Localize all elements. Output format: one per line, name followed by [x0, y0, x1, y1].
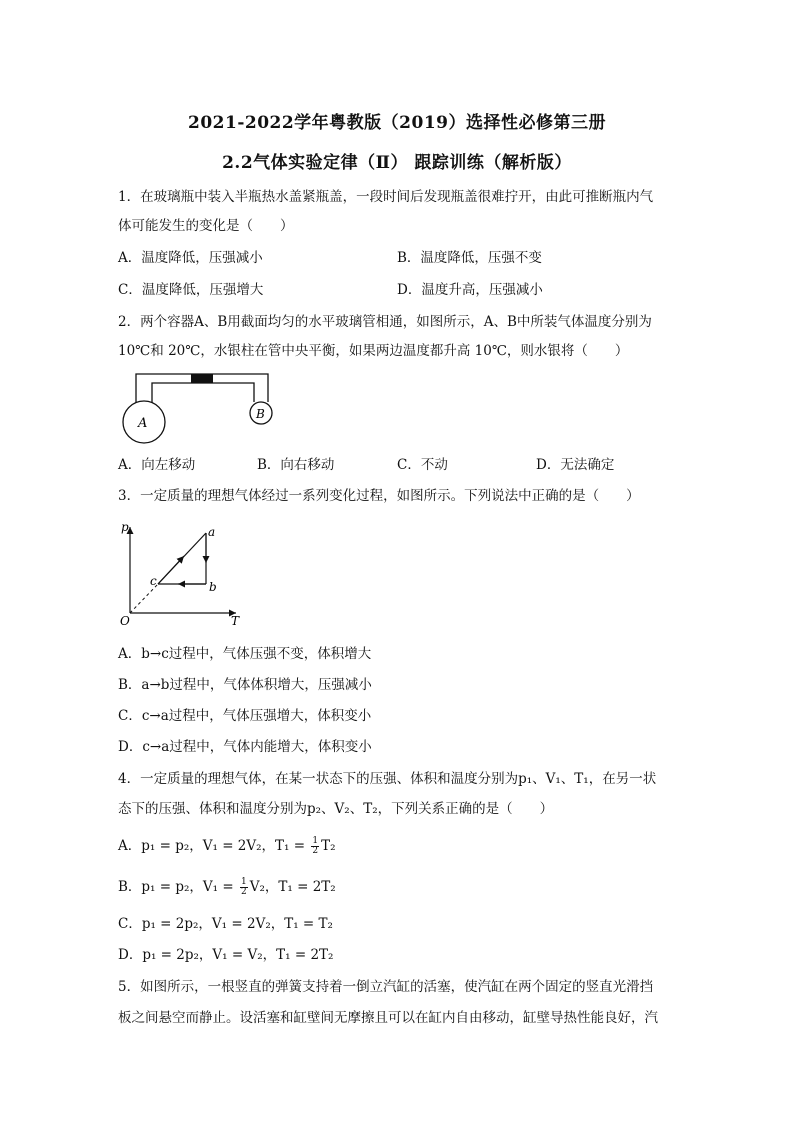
- fraction-one-half: $\frac{1}{2}$: [312, 836, 319, 856]
- q4-stem-line1: 4．一定质量的理想气体，在某一状态下的压强、体积和温度分别为p₁、V₁、T₁，在另一状: [118, 771, 657, 787]
- fraction-one-half: $\frac{1}{2}$: [240, 877, 247, 897]
- q4-option-a-pre: A．p₁ = p₂，V₁ = 2V₂，T₁ =: [118, 838, 310, 854]
- q4-option-c: C．p₁ = 2p₂，V₁ = 2V₂，T₁ = T₂: [118, 916, 333, 932]
- point-a-label: a: [208, 525, 216, 539]
- point-b-label: b: [209, 580, 217, 594]
- q2-stem-line1: 2．两个容器A、B用截面均匀的水平玻璃管相通，如图所示，A、B中所装气体温度分别为: [118, 314, 652, 330]
- label-a: A: [138, 416, 148, 431]
- q4-option-d: D．p₁ = 2p₂，V₁ = V₂，T₁ = 2T₂: [118, 947, 334, 963]
- q5-stem-line2: 板之间悬空而静止。设活塞和缸壁间无摩擦且可以在缸内自由移动，缸壁导热性能良好，汽: [118, 1010, 658, 1026]
- label-b: B: [256, 407, 265, 421]
- document-subtitle: 2.2气体实验定律（Ⅱ） 跟踪训练（解析版）: [222, 153, 572, 173]
- q2-option-d: D．无法确定: [536, 457, 615, 473]
- axis-t-label: T: [231, 614, 240, 628]
- q4-option-b-pre: B．p₁ = p₂，V₁ =: [118, 879, 238, 895]
- q3-option-b: B．a→b过程中，气体体积增大，压强减小: [118, 677, 372, 693]
- q1-option-c: C．温度降低，压强增大: [118, 282, 264, 298]
- origin-label: O: [120, 614, 130, 628]
- q3-option-d: D．c→a过程中，气体内能增大，体积变小: [118, 739, 372, 755]
- q2-option-a: A．向左移动: [118, 457, 196, 473]
- q1-option-b: B．温度降低，压强不变: [397, 250, 542, 266]
- q2-container-figure: [118, 366, 288, 448]
- q4-stem-line2: 态下的压强、体积和温度分别为p₂、V₂、T₂，下列关系正确的是（ ）: [118, 801, 554, 817]
- q2-stem-line2: 10℃和 20℃，水银柱在管中央平衡，如果两边温度都升高 10℃，则水银将（ ）: [118, 343, 629, 359]
- dashed-line: [130, 584, 158, 613]
- q4-option-b-post: V₂，T₁ = 2T₂: [249, 879, 336, 895]
- q1-option-a: A．温度降低，压强减小: [118, 250, 263, 266]
- q1-option-d: D．温度升高，压强减小: [397, 282, 543, 298]
- q3-stem-line1: 3．一定质量的理想气体经过一系列变化过程，如图所示。下列说法中正确的是（ ）: [118, 488, 640, 504]
- q3-option-a: A．b→c过程中，气体压强不变，体积增大: [118, 646, 372, 662]
- q2-option-b: B．向右移动: [257, 457, 335, 473]
- q4-option-b: [118, 877, 336, 897]
- point-c-label: c: [150, 574, 157, 588]
- document-title: 2021-2022学年粤教版（2019）选择性必修第三册: [188, 113, 606, 133]
- axis-p-label: p: [121, 520, 129, 534]
- q4-option-a-post: T₂: [321, 838, 336, 854]
- q2-option-c: C．不动: [397, 457, 448, 473]
- q4-option-a: [118, 836, 336, 856]
- q1-stem-line2: 体可能发生的变化是（ ）: [118, 218, 294, 234]
- q3-pt-diagram: [118, 517, 248, 629]
- q3-option-c: C．c→a过程中，气体压强增大，体积变小: [118, 708, 372, 724]
- mercury-column: [191, 374, 213, 383]
- q5-stem-line1: 5．如图所示，一根竖直的弹簧支持着一倒立汽缸的活塞，使汽缸在两个固定的竖直光滑挡: [118, 979, 654, 995]
- q1-stem-line1: 1．在玻璃瓶中装入半瓶热水盖紧瓶盖，一段时间后发现瓶盖很难拧开，由此可推断瓶内气: [118, 189, 654, 205]
